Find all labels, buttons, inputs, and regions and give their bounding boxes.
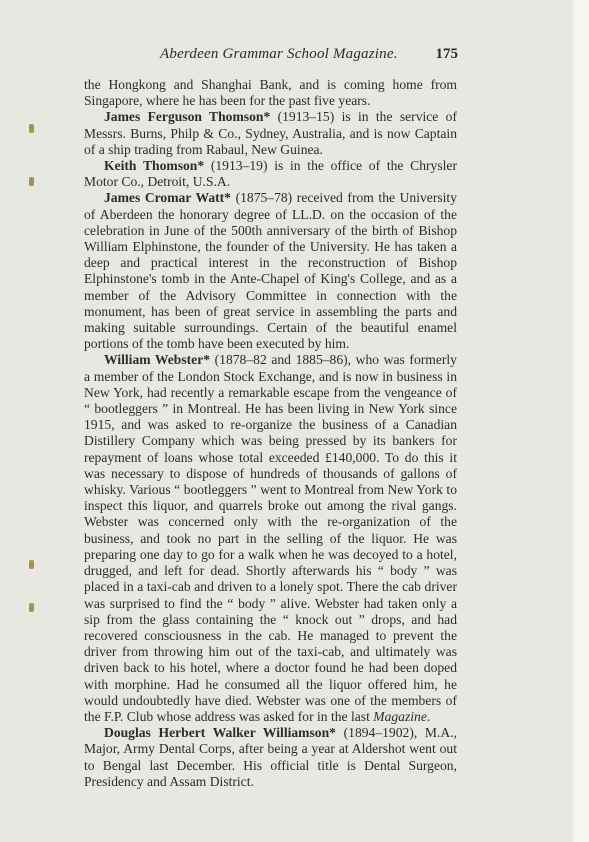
- foxing-mark: [29, 603, 34, 612]
- person-name: William Webster*: [104, 352, 211, 368]
- running-title: Aberdeen Grammar School Magazine.: [160, 46, 398, 62]
- magazine-reference: Magazine: [373, 708, 427, 724]
- paragraph-ferguson-thomson: [84, 109, 457, 158]
- paragraph-watt: [84, 190, 457, 352]
- paragraph-continued: [84, 77, 457, 109]
- paragraph-williamson: [84, 725, 457, 790]
- paragraph-keith-thomson: [84, 158, 457, 190]
- foxing-mark: [29, 560, 34, 569]
- page-number: 175: [435, 46, 458, 62]
- person-name: James Ferguson Thomson*: [104, 109, 271, 125]
- person-name: James Cromar Watt*: [104, 190, 231, 206]
- paragraph-text: (1913–19) is in the office of the Chrysler Motor Co., Detroit, U.S.A.: [84, 158, 457, 190]
- article-body: [84, 77, 457, 790]
- foxing-mark: [29, 124, 34, 133]
- person-name: Keith Thomson*: [104, 158, 205, 174]
- paragraph-text: (1878–82 and 1885–86), who was formerly a member of the London Stock Exchange, and is now in business in New York, had recently a remarkable escape from the vengeance of “ bootleggers ” in Montreal. He has been living in New York since 1915, and was asked to re-organize the business of a Canadian Distillery Company which was being pressed by its bankers for repayment of loans whose total exceeded £140,000. To do this it was necessary to dispose of hundreds of thousands of gallons of whisky. Various “ bootleggers ” went to Montreal from New York to inspect this liquor, and quarrels broke out among the rival gangs. Webster was concerned only with the re-organization of the business, and took no part in the selling of the liquor. He was preparing one day to go for a walk when he was decoyed to a hotel, drugged, and left for dead. Shortly afterwards his “ body ” was placed in a taxi-cab and driven to a lonely spot. There the cab driver was surprised to find the “ body ” alive. Webster had taken only a sip from the glass containing the “ knock out ” drops, and had recovered consciousness in the cab. He managed to prevent the driver from throwing him out of the taxi-cab, and ultimately was driven back to his hotel, where a doctor found he had been doped with morphine. Had he consumed all the liquor offered him, he would undoubtedly have died. Webster was one of the members of the F.P. Club whose address was asked for in the last: [84, 352, 457, 724]
- paragraph-text: the Hongkong and Shanghai Bank, and is coming home from Singapore, where he has been for the past five years.: [84, 77, 457, 109]
- paragraph-webster: [84, 352, 457, 725]
- page-header: [140, 46, 480, 68]
- paragraph-text: (1913–15) is in the service of Messrs. Burns, Philp & Co., Sydney, Australia, and is now Captain of a ship trading from Rabaul, New Guinea.: [84, 109, 457, 157]
- paragraph-tail: .: [426, 708, 431, 724]
- person-name: Douglas Herbert Walker Williamson*: [104, 725, 336, 741]
- page-edge: [573, 0, 589, 842]
- foxing-mark: [29, 177, 34, 186]
- paragraph-text: (1894–1902), M.A., Major, Army Dental Corps, after being a year at Aldershot went out to Bengal last December. His official title is Dental Surgeon, Presidency and Assam District.: [84, 725, 457, 789]
- paragraph-text: (1875–78) received from the University of Aberdeen the honorary degree of LL.D. on the occasion of the celebration in June of the 500th anniversary of the birth of Bishop William Elphinstone, the founder of the University. He has taken a deep and practical interest in the reconstruction of Bishop Elphinstone's tomb in the Ante-Chapel of King's College, and as a member of the Advisory Committee in connection with the monument, has been of great service in assembling the parts and making suitable surroundings. Certain of the beautiful enamel portions of the tomb have been executed by him.: [84, 190, 458, 352]
